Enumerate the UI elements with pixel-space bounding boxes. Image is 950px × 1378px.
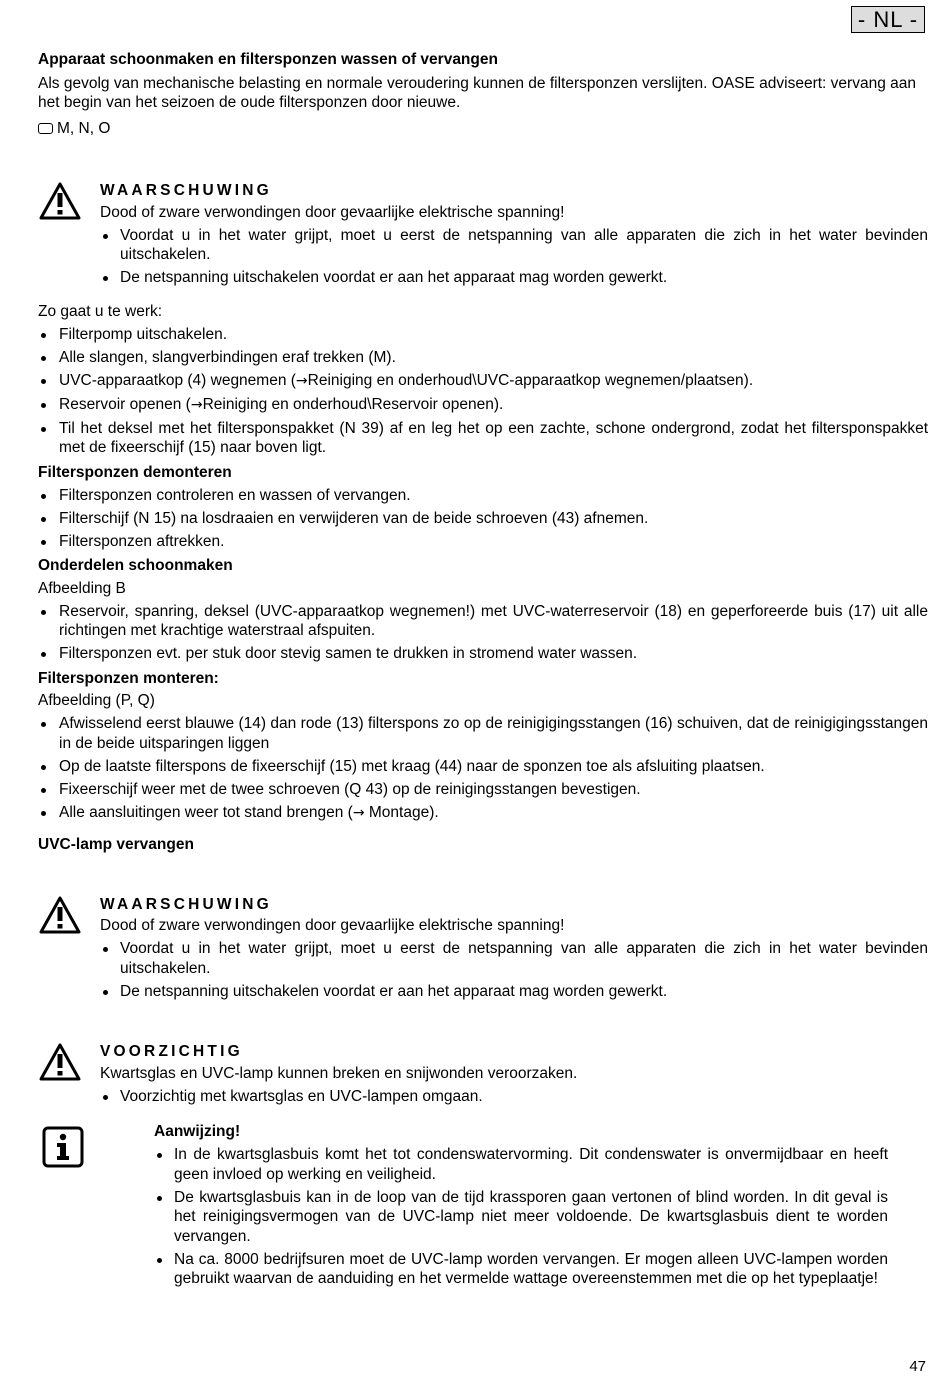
note-title: Aanwijzing!: [154, 1123, 241, 1140]
cross-reference-link[interactable]: Montage).: [368, 803, 439, 821]
caution-signal-word: VOORZICHTIG: [100, 1043, 243, 1060]
warning-signal-word: WAARSCHUWING: [100, 182, 272, 199]
warning-triangle-icon: [38, 181, 82, 221]
warning-text: Dood of zware verwondingen door gevaarlijke elektrische spanning!: [100, 203, 565, 221]
book-icon: [38, 123, 53, 134]
list-item: De kwartsglasbuis kan in de loop van de tijd krassporen gaan vertonen of blind worden. In dit geval is het reinigingsvermogen van de UVC-lamp niet meer voldoende. De kwartsglasbuis dient te worden vervangen.: [154, 1188, 888, 1247]
cross-reference-link[interactable]: Reiniging en onderhoud\Reservoir openen).: [202, 395, 504, 413]
section-intro: Als gevolg van mechanische belasting en normale veroudering kunnen de filtersponzen verslijten. OASE adviseert: vervang aan het begin van het seizoen de oude filtersponzen door nieuwe.: [38, 74, 916, 111]
list-item-prefix: Alle aansluitingen weer tot stand brengen (: [59, 803, 353, 821]
caution-text: Kwartsglas en UVC-lamp kunnen breken en snijwonden veroorzaken.: [100, 1064, 578, 1082]
list-item-prefix: UVC-apparaatkop (4) wegnemen (: [59, 371, 296, 389]
arrow-icon: →: [190, 396, 203, 413]
list-item: Filterschijf (N 15) na losdraaien en verwijderen van de beide schroeven (43) afnemen.: [38, 509, 928, 529]
caution-list: [100, 1087, 928, 1107]
list-item: Filterpomp uitschakelen.: [38, 325, 928, 345]
warning-list: [100, 939, 928, 1001]
warning-list: [100, 226, 928, 288]
list-item: Reservoir, spanring, deksel (UVC-apparaatkop wegnemen!) met UVC-waterreservoir (18) en geperforeerde buis (17) uit alle richtingen met krachtige waterstraal afspuiten.: [38, 602, 928, 641]
section-title-uvc: UVC-lamp vervangen: [38, 836, 194, 853]
figure-label: Afbeelding B: [38, 579, 126, 597]
figure-reference-label: M, N, O: [57, 119, 111, 137]
list-item-prefix: Reservoir openen (: [59, 395, 191, 413]
procedure-list: [38, 325, 928, 458]
warning-signal-word: WAARSCHUWING: [100, 895, 272, 913]
list-item: [38, 395, 928, 416]
clean-list: [38, 602, 928, 664]
list-item: [38, 371, 928, 392]
arrow-icon: →: [352, 804, 365, 821]
warning-notice-2: [38, 895, 928, 1002]
list-item: Op de laatste filterspons de fixeerschijf (15) met kraag (44) naar de sponzen toe als afsluiting plaatsen.: [38, 757, 928, 777]
info-notice: [38, 1122, 928, 1289]
section-title-cleaning: Apparaat schoonmaken en filtersponzen wassen of vervangen: [38, 51, 498, 68]
arrow-icon: →: [295, 372, 308, 389]
figure-label: Afbeelding (P, Q): [38, 692, 155, 709]
list-item: Afwisselend eerst blauwe (14) dan rode (13) filterspons zo op de reinigigingsstangen (16) schuiven, dat de reinigigingsstangen in de beide uitsparingen liggen: [38, 714, 928, 753]
list-item: De netspanning uitschakelen voordat er aan het apparaat mag worden gewerkt.: [100, 982, 928, 1002]
warning-triangle-icon: [38, 895, 82, 935]
section-title-mount: Filtersponzen monteren:: [38, 669, 219, 687]
list-item: Alle slangen, slangverbindingen eraf trekken (M).: [38, 348, 928, 368]
warning-text: Dood of zware verwondingen door gevaarlijke elektrische spanning!: [100, 917, 565, 934]
language-tag: - NL -: [851, 6, 925, 33]
mount-list: [38, 714, 928, 823]
section-title-clean: Onderdelen schoonmaken: [38, 557, 233, 574]
list-item: Na ca. 8000 bedrijfsuren moet de UVC-lamp worden vervangen. Er mogen alleen UVC-lampen worden gebruikt waarvan de aanduiding en het vermelde wattage overeenstemmen met die op het typeplaatje!: [154, 1250, 888, 1289]
page-content: [38, 0, 928, 1289]
list-item: Voordat u in het water grijpt, moet u eerst de netspanning van alle apparaten die zich in het water bevinden uitschakelen.: [100, 226, 928, 265]
caution-notice: [38, 1042, 928, 1106]
list-item: Fixeerschijf weer met de twee schroeven (Q 43) op de reinigingsstangen bevestigen.: [38, 780, 928, 800]
warning-notice-1: [38, 181, 928, 288]
demount-list: [38, 486, 928, 552]
page-number: 47: [909, 1358, 926, 1375]
list-item: In de kwartsglasbuis komt het tot condenswatervorming. Dit condenswater is onvermijdbaar en heeft geen invloed op werking en veiligheid.: [154, 1145, 888, 1184]
list-item: Filtersponzen controleren en wassen of vervangen.: [38, 486, 928, 506]
list-item: Voorzichtig met kwartsglas en UVC-lampen omgaan.: [100, 1087, 928, 1107]
info-icon: [42, 1126, 84, 1168]
note-list: [154, 1145, 888, 1289]
list-item: Til het deksel met het filtersponspakket (N 39) af en leg het op een zachte, schone ondergrond, zodat het filtersponspakket met de fixeerschijf (15) naar boven ligt.: [38, 419, 928, 458]
figure-reference: [38, 119, 928, 139]
list-item: [38, 803, 928, 824]
list-item: De netspanning uitschakelen voordat er aan het apparaat mag worden gewerkt.: [100, 268, 928, 288]
list-item: Filtersponzen aftrekken.: [38, 532, 928, 552]
list-item: Filtersponzen evt. per stuk door stevig samen te drukken in stromend water wassen.: [38, 644, 928, 664]
cross-reference-link[interactable]: Reiniging en onderhoud\UVC-apparaatkop wegnemen/plaatsen).: [307, 371, 754, 389]
section-title-demount: Filtersponzen demonteren: [38, 463, 232, 481]
list-item: Voordat u in het water grijpt, moet u eerst de netspanning van alle apparaten die zich in het water bevinden uitschakelen.: [100, 939, 928, 978]
procedure-intro: Zo gaat u te werk:: [38, 302, 163, 320]
warning-triangle-icon: [38, 1042, 82, 1082]
